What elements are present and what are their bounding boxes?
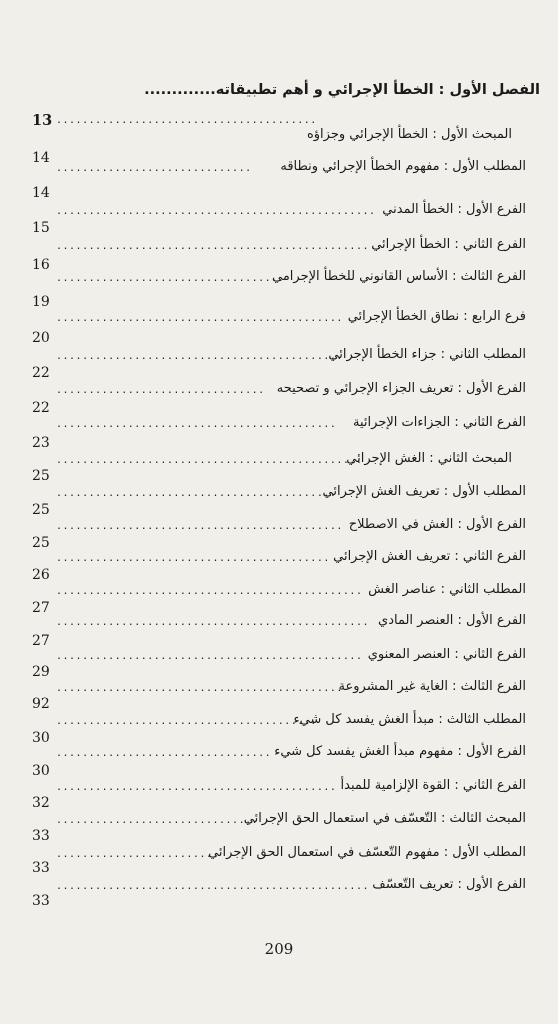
toc-entry-title: الفرع الأول : تعريف التّعسّف [372,877,526,892]
toc-entry-title: الفرع الثالث : الغاية غير المشروعة [338,679,526,694]
toc-entry-title: الفرع الأول : الغش في الاصطلاح [348,517,526,532]
toc-entry-dots: ........................................ [56,115,317,126]
toc-entry-title: المطلب الأول : مفهوم الخطأ الإجرائي ونطاقه [280,159,526,174]
toc-entry-page: 30 [32,763,50,779]
toc-entry-dots: ................................................. [56,206,376,217]
toc-entry-title: المطلب الثاني : عناصر الغش [368,582,526,597]
toc-entry-title: الفرع الثاني : تعريف الغش الإجرائي [333,549,526,564]
toc-entry-title: الفرع الثاني : العنصر المعنوي [367,647,526,662]
toc-entry-dots: ................................................ [56,881,369,892]
toc-entry-dots: ......................... [56,849,220,860]
chapter-heading-label: الفصل الأول : الخطأ الإجرائي و أهم تطبيقاته [215,82,540,98]
toc-entry-dots: ........................................ [56,716,317,727]
toc-entry-dots: ............................................ [56,313,343,324]
toc-entry-page: 27 [32,600,50,616]
toc-entry-title: المطلب الثالث : مبدأ الغش يفسد كل شيء [293,712,526,727]
toc-entry-page: 30 [32,730,50,746]
toc-entry-dots: ............................................ [56,521,343,532]
toc-entry-title: المطلب الأول : تعريف الغش الإجرائي [322,484,526,499]
toc-entry-page: 33 [32,860,50,876]
toc-entry-title: الفرع الأول : الخطأ المدني [382,202,526,217]
page-number: 209 [264,940,294,958]
toc-entry-page: 20 [32,330,50,346]
toc-entry-dots: ................................................ [56,241,369,252]
toc-entry-dots: ............................................ [56,683,343,694]
toc-entry-page: 29 [32,664,50,680]
toc-entry-page: 14 [32,185,50,201]
toc-entry-dots: ............................................... [56,455,363,466]
toc-entry-page: 25 [32,535,50,551]
toc-entry-page: 92 [32,696,50,712]
toc-entry-page: 26 [32,567,50,583]
toc-entry-dots: .............................. [56,163,252,174]
toc-entry-dots: ............................................... [56,586,363,597]
toc-entry-page: 15 [32,220,50,236]
toc-entry-page: 22 [32,400,50,416]
toc-entry-dots: ........................................... [56,488,337,499]
toc-entry-title-row [22,128,538,152]
toc-entry-dots: ............................................... [56,651,363,662]
toc-entry-page: 22 [32,365,50,381]
toc-entry-page: 27 [32,633,50,649]
toc-entry-title: المبحث الثاني : الغش الإجرائي [346,451,512,466]
toc-entry-dots: ................................... [56,273,285,284]
toc-entry-page: 25 [32,502,50,518]
toc-entry-dots: ........................................... [56,782,337,793]
toc-entry-page: 33 [32,893,50,909]
toc-entry-page: 14 [32,150,50,166]
toc-entry-title: المبحث الأول : الخطأ الإجرائي وجزاؤه [306,127,512,142]
toc-entry-page: 19 [32,294,50,310]
toc-entry-dots: ................................. [56,748,272,759]
toc-entry-title: الفرع الأول : تعريف الجزاء الإجرائي و تصحيحه [276,381,526,396]
toc-entry-title: فرع الرابع : نطاق الخطأ الإجرائي [347,309,526,324]
toc-entry-dots: ............................................ [56,351,343,362]
toc-entry-dots: ............................... [56,815,259,826]
toc-entry-page: 33 [32,828,50,844]
toc-entry-title: المبحث الثالث : التّعسّف في استعمال الحق الإجرائي [243,811,526,826]
toc-entry-page: 23 [32,435,50,451]
toc-entry-dots: ................................ [56,385,265,396]
toc-entry-page: 13 [32,112,53,129]
toc-entry-title: الفرع الثالث : الأساس القانوني للخطأ الإجرامي [271,269,526,284]
toc-entry-title: الفرع الأول : مفهوم مبدأ الغش يفسد كل شيء [274,744,526,759]
toc-entry-title: المطلب الثاني : جزاء الخطأ الإجرائي [328,347,526,362]
toc-entry-title-row [22,270,538,294]
toc-entry-title: المطلب الأول : مفهوم التّعسّف في استعمال الحق الإجرائي [208,845,526,860]
toc-entry-title: الفرع الثاني : الخطأ الإجرائي [371,237,526,252]
toc-entry-title: الفرع الثاني : الجزاءات الإجرائية [353,415,526,430]
toc-entry-title: الفرع الأول : العنصر المادي [378,613,526,628]
toc-entry-dots: ................................................ [56,617,369,628]
toc-entry-page: 32 [32,795,50,811]
toc-entry-extra [22,893,538,917]
toc-entry-dots: .......................................... [56,553,330,564]
toc-entry-title-row [22,160,538,184]
toc-entry-title: الفرع الثاني : القوة الإلزامية للمبدأ [340,778,526,793]
toc-entry-dots: ........................................... [56,419,337,430]
toc-entry-page: 16 [32,257,50,273]
toc-entry-page: 25 [32,468,50,484]
chapter-heading-dots: ............. [144,82,216,98]
